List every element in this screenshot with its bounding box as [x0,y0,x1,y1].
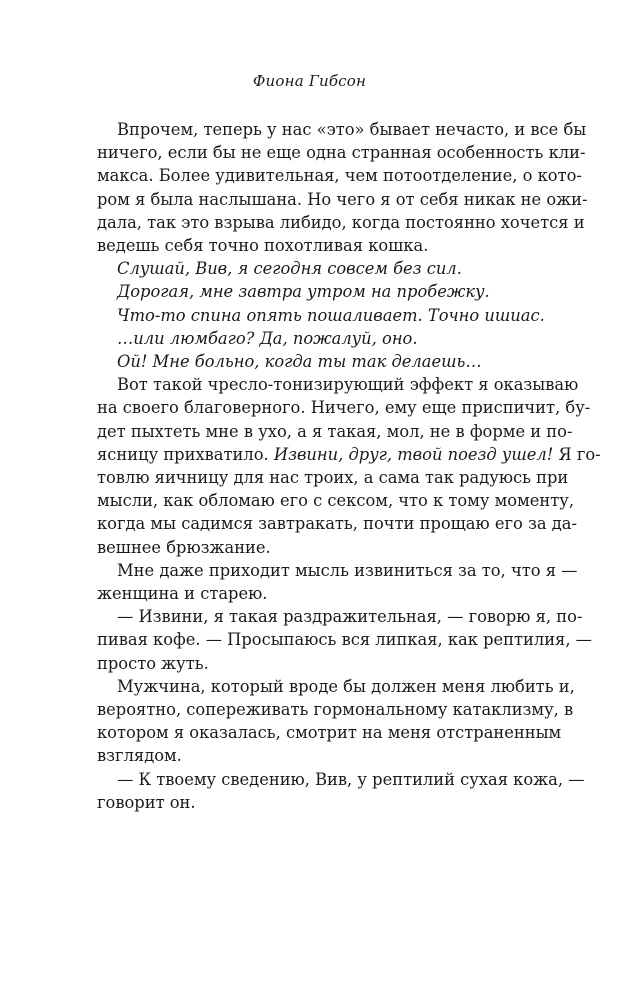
text-line: Вот такой чресло-тонизирующий эффект я оказываю [117,375,579,395]
paragraph [97,768,585,814]
text-fragment: Я го- [558,444,601,464]
text-line: ведешь себя точно похотливая кошка. [97,236,429,256]
text-line: ром я была наслышана. Но чего я от себя никак не ожи- [97,189,588,209]
paragraph [97,559,578,605]
text-line: Дорогая, мне завтра утром на пробежку. [117,282,490,302]
text-line: Мне даже приходит мысль извиниться за то, что я — [117,560,578,580]
paragraph [97,118,588,257]
italic-paragraph [97,304,545,327]
text-line: Впрочем, теперь у нас «это» бывает нечасто, и все бы [117,120,587,139]
text-line-mixed [97,443,601,466]
text-line: Слушай, Вив, я сегодня совсем без сил. [117,259,462,279]
text-line: женщина и старею. [97,584,268,604]
text-line: дет пыхтеть мне в ухо, а я такая, мол, не в форме и по- [97,421,573,441]
text-line: когда мы садимся завтракать, почти прощаю его за да- [97,514,577,534]
italic-paragraph [97,350,527,373]
text-line: — Извини, я такая раздражительная, — говорю я, по- [117,607,583,627]
text-line: Ой! Мне больно, когда ты так делаешь… [117,352,482,372]
text-line: ничего, если бы не еще одна странная особенность кли- [97,143,586,163]
paragraph [97,675,575,768]
text-line: макса. Более удивительная, чем потоотделение, о кото- [97,166,582,186]
text-line: товлю яичницу для нас троих, а сама так радуюсь при [97,468,569,488]
text-line: на своего благоверного. Ничего, ему еще приспичит, бу- [97,398,591,418]
text-line: вероятно, сопереживать гормональному катаклизму, в [97,700,574,720]
text-fragment: ясницу прихватило. [97,444,269,464]
text-line: говорит он. [97,792,196,812]
paragraph [97,373,601,559]
italic-paragraph [97,327,527,350]
italic-fragment: Извини, друг, твой поезд ушел! [273,444,554,464]
text-line: вешнее брюзжание. [97,537,271,557]
italic-paragraph [97,280,527,303]
italic-paragraph [97,257,527,280]
paragraph [97,605,592,675]
body-text [97,118,601,814]
text-line: …или люмбаго? Да, пожалуй, оно. [117,328,418,348]
text-line: пивая кофе. — Просыпаюсь вся липкая, как рептилия, — [97,630,592,650]
text-line: Что-то спина опять пошаливает. Точно ишиас. [117,305,545,325]
text-line: котором я оказалась, смотрит на меня отстраненным [97,723,562,743]
text-line: просто жуть. [97,653,209,673]
text-line: дала, так это взрыва либидо, когда постоянно хочется и [97,212,585,232]
running-head: Фиона Гибсон [252,72,367,90]
text-line: мысли, как обломаю его с сексом, что к тому моменту, [97,491,574,511]
text-line: — К твоему сведению, Вив, у рептилий сухая кожа, — [117,769,585,789]
text-line: взглядом. [97,746,182,766]
text-line: Мужчина, который вроде бы должен меня любить и, [117,676,575,696]
